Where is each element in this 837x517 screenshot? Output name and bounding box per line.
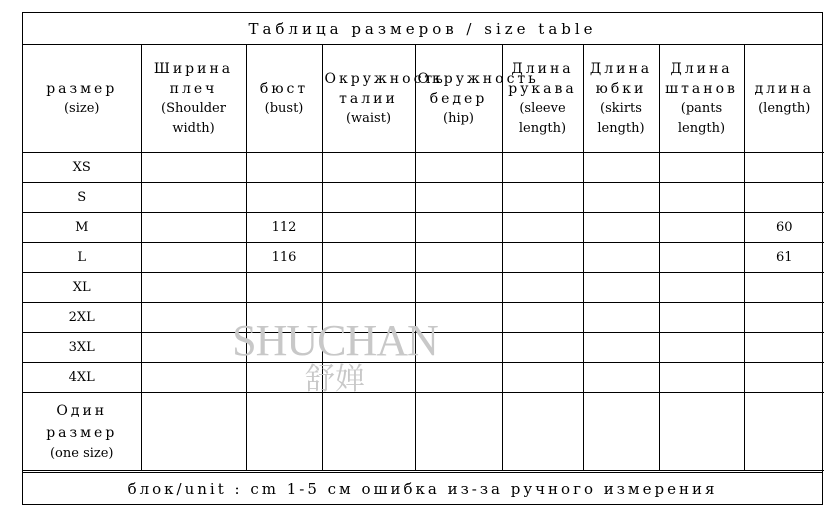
watermark-chinese: 舒婵 bbox=[305, 362, 365, 397]
table-cell-pants bbox=[659, 213, 744, 243]
table-cell-bust bbox=[246, 183, 322, 213]
table-cell-skirt bbox=[583, 333, 659, 363]
table-cell-bust bbox=[246, 153, 322, 183]
table-row bbox=[23, 363, 824, 393]
table-cell-bust bbox=[246, 303, 322, 333]
table-cell-pants bbox=[659, 363, 744, 393]
one-size-label: Один размер (one size) bbox=[23, 393, 141, 471]
size-label: XS bbox=[23, 153, 141, 183]
table-cell-waist bbox=[322, 363, 415, 393]
table-cell-skirt bbox=[583, 243, 659, 273]
header-waist: Окружность талии (waist) bbox=[322, 45, 415, 153]
table-row-one-size bbox=[23, 393, 824, 471]
table-cell-pants bbox=[659, 243, 744, 273]
table-cell-hip bbox=[415, 213, 502, 243]
table-cell bbox=[659, 393, 744, 471]
size-label: 4XL bbox=[23, 363, 141, 393]
header-bust: бюст (bust) bbox=[246, 45, 322, 153]
table-cell-length bbox=[744, 363, 824, 393]
table-cell-length: 61 bbox=[744, 243, 824, 273]
table-cell-waist bbox=[322, 213, 415, 243]
table-cell-waist bbox=[322, 243, 415, 273]
table-cell-hip bbox=[415, 183, 502, 213]
table-cell-bust bbox=[246, 363, 322, 393]
table-cell-length bbox=[744, 303, 824, 333]
table-cell-shoulder bbox=[141, 243, 246, 273]
header-row bbox=[23, 45, 824, 153]
table-cell-sleeve bbox=[502, 273, 583, 303]
header-skirt-length: Длина юбки (skirts length) bbox=[583, 45, 659, 153]
table-cell-sleeve bbox=[502, 333, 583, 363]
table-row bbox=[23, 273, 824, 303]
table-cell-shoulder bbox=[141, 153, 246, 183]
table-cell-waist bbox=[322, 183, 415, 213]
table-cell-shoulder bbox=[141, 273, 246, 303]
size-table bbox=[23, 45, 824, 471]
table-cell-skirt bbox=[583, 363, 659, 393]
table-cell-hip bbox=[415, 273, 502, 303]
table-cell-bust: 112 bbox=[246, 213, 322, 243]
size-label: L bbox=[23, 243, 141, 273]
table-cell-hip bbox=[415, 153, 502, 183]
table-cell-waist bbox=[322, 333, 415, 363]
table-cell-skirt bbox=[583, 303, 659, 333]
table-cell-length: 60 bbox=[744, 213, 824, 243]
table-cell bbox=[246, 393, 322, 471]
table-cell-waist bbox=[322, 273, 415, 303]
table-cell bbox=[415, 393, 502, 471]
table-cell-pants bbox=[659, 153, 744, 183]
table-cell-sleeve bbox=[502, 363, 583, 393]
table-cell-pants bbox=[659, 273, 744, 303]
header-length: длина (length) bbox=[744, 45, 824, 153]
table-title: Таблица размеров / size table bbox=[23, 13, 822, 45]
table-cell-waist bbox=[322, 303, 415, 333]
size-label: S bbox=[23, 183, 141, 213]
table-cell-skirt bbox=[583, 183, 659, 213]
table-cell-pants bbox=[659, 333, 744, 363]
table-cell-shoulder bbox=[141, 303, 246, 333]
table-cell-sleeve bbox=[502, 243, 583, 273]
table-cell bbox=[322, 393, 415, 471]
table-cell bbox=[502, 393, 583, 471]
table-row bbox=[23, 183, 824, 213]
table-cell-bust: 116 bbox=[246, 243, 322, 273]
size-chart bbox=[22, 12, 823, 505]
table-cell-length bbox=[744, 183, 824, 213]
table-cell-hip bbox=[415, 243, 502, 273]
table-cell-hip bbox=[415, 303, 502, 333]
table-cell-pants bbox=[659, 183, 744, 213]
table-cell-sleeve bbox=[502, 153, 583, 183]
table-cell-waist bbox=[322, 153, 415, 183]
table-cell-hip bbox=[415, 333, 502, 363]
table-cell-length bbox=[744, 273, 824, 303]
header-sleeve-length: Длина рукава (sleeve length) bbox=[502, 45, 583, 153]
table-cell-shoulder bbox=[141, 213, 246, 243]
table-cell-skirt bbox=[583, 273, 659, 303]
size-label: XL bbox=[23, 273, 141, 303]
table-cell-bust bbox=[246, 333, 322, 363]
size-label: 2XL bbox=[23, 303, 141, 333]
watermark-brand: SHUCHAN bbox=[232, 316, 438, 365]
header-size: размер (size) bbox=[23, 45, 141, 153]
table-cell-length bbox=[744, 333, 824, 363]
table-cell-sleeve bbox=[502, 183, 583, 213]
table-cell-skirt bbox=[583, 153, 659, 183]
size-label: 3XL bbox=[23, 333, 141, 363]
table-row bbox=[23, 303, 824, 333]
table-cell-shoulder bbox=[141, 333, 246, 363]
table-cell bbox=[744, 393, 824, 471]
table-cell bbox=[141, 393, 246, 471]
header-pants-length: Длина штанов (pants length) bbox=[659, 45, 744, 153]
table-row bbox=[23, 243, 824, 273]
table-cell-shoulder bbox=[141, 183, 246, 213]
header-hip: Окружность бедер (hip) bbox=[415, 45, 502, 153]
table-cell-hip bbox=[415, 363, 502, 393]
table-cell-sleeve bbox=[502, 213, 583, 243]
table-row bbox=[23, 153, 824, 183]
table-cell-bust bbox=[246, 273, 322, 303]
table-row bbox=[23, 333, 824, 363]
header-shoulder-width: Ширина плеч (Shoulder width) bbox=[141, 45, 246, 153]
table-cell-length bbox=[744, 153, 824, 183]
table-cell-shoulder bbox=[141, 363, 246, 393]
table-cell-skirt bbox=[583, 213, 659, 243]
size-label: M bbox=[23, 213, 141, 243]
table-cell bbox=[583, 393, 659, 471]
table-cell-sleeve bbox=[502, 303, 583, 333]
table-row bbox=[23, 213, 824, 243]
measurement-note: блок/unit : cm 1-5 см ошибка из-за ручного измерения bbox=[23, 472, 822, 504]
table-cell-pants bbox=[659, 303, 744, 333]
